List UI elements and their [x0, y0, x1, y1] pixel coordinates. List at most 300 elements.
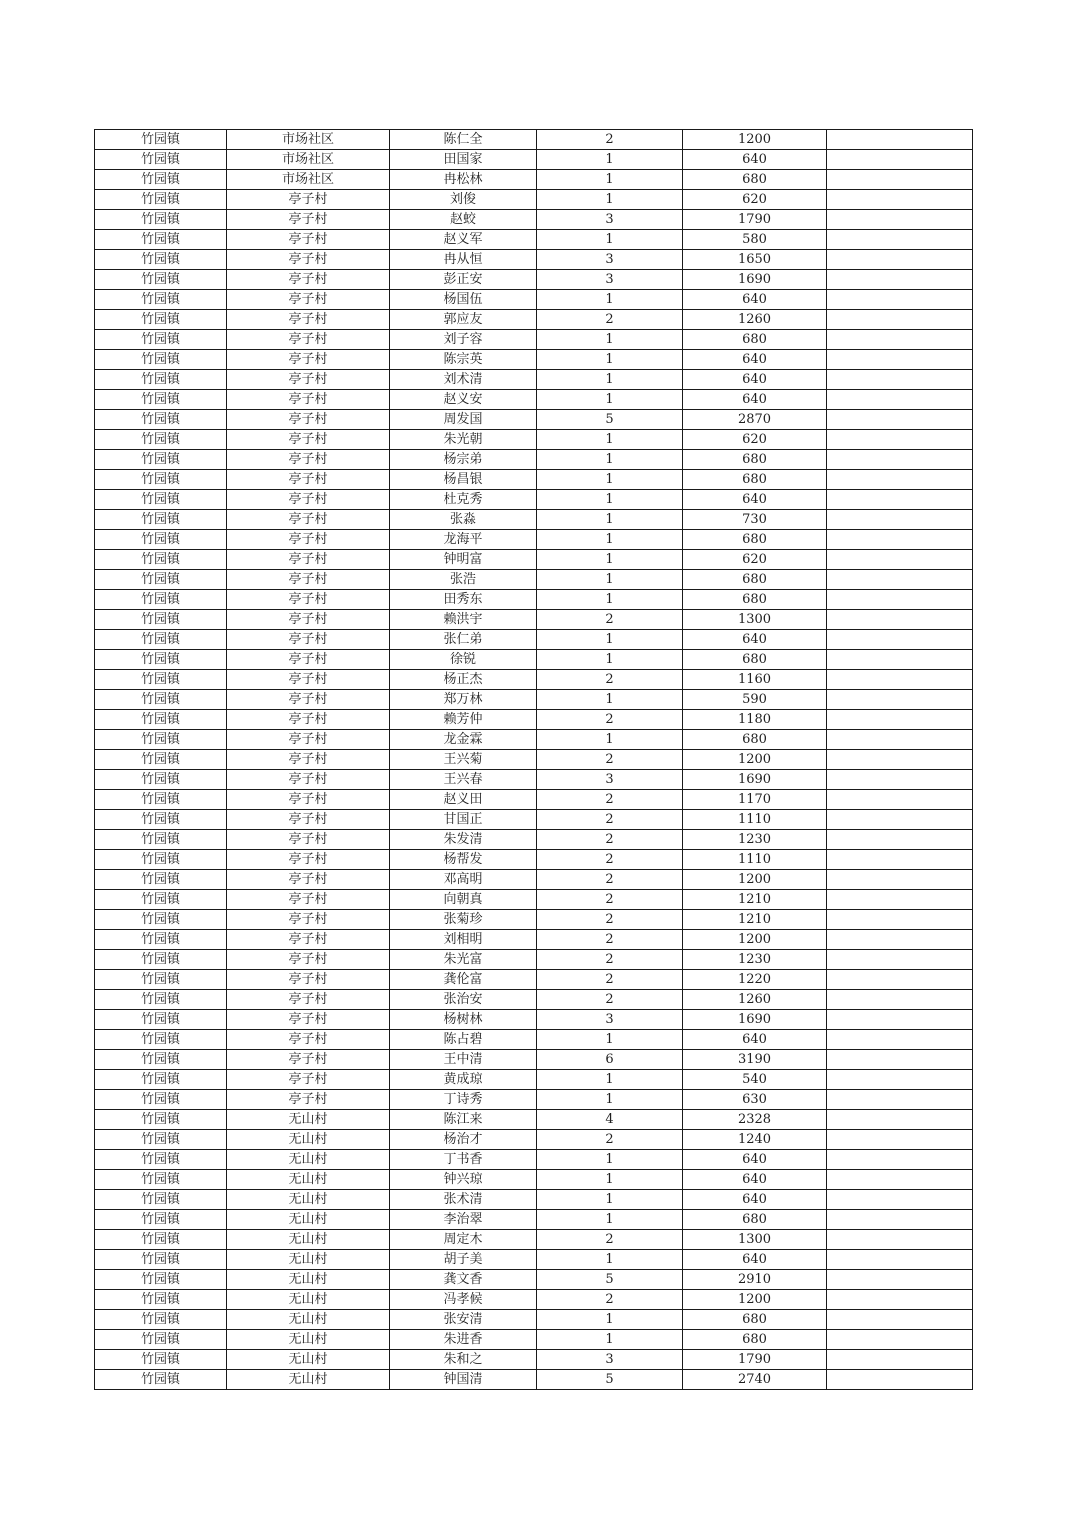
- cell-name: 李治翠: [390, 1210, 537, 1230]
- cell-note: [827, 290, 973, 310]
- table-row: [95, 310, 973, 330]
- cell-town: 竹园镇: [95, 890, 227, 910]
- table-row: [95, 930, 973, 950]
- table-row: [95, 1130, 973, 1150]
- cell-count: 6: [537, 1050, 683, 1070]
- cell-name: 丁诗秀: [390, 1090, 537, 1110]
- cell-note: [827, 170, 973, 190]
- cell-village: 亭子村: [227, 690, 390, 710]
- cell-town: 竹园镇: [95, 1170, 227, 1190]
- table-row: [95, 450, 973, 470]
- cell-note: [827, 1030, 973, 1050]
- table-row: [95, 530, 973, 550]
- cell-name: 向朝真: [390, 890, 537, 910]
- cell-village: 亭子村: [227, 650, 390, 670]
- cell-town: 竹园镇: [95, 150, 227, 170]
- cell-village: 亭子村: [227, 530, 390, 550]
- cell-note: [827, 590, 973, 610]
- cell-count: 2: [537, 130, 683, 150]
- cell-town: 竹园镇: [95, 730, 227, 750]
- table-row: [95, 790, 973, 810]
- cell-count: 3: [537, 1350, 683, 1370]
- cell-note: [827, 490, 973, 510]
- cell-name: 彭正安: [390, 270, 537, 290]
- cell-count: 2: [537, 710, 683, 730]
- cell-note: [827, 190, 973, 210]
- cell-name: 杨昌银: [390, 470, 537, 490]
- cell-name: 胡子美: [390, 1250, 537, 1270]
- cell-town: 竹园镇: [95, 1090, 227, 1110]
- table-row: [95, 710, 973, 730]
- cell-amount: 2740: [683, 1370, 827, 1390]
- cell-note: [827, 210, 973, 230]
- cell-name: 冉从恒: [390, 250, 537, 270]
- cell-note: [827, 1090, 973, 1110]
- cell-town: 竹园镇: [95, 590, 227, 610]
- cell-town: 竹园镇: [95, 670, 227, 690]
- table-row: [95, 970, 973, 990]
- cell-count: 2: [537, 790, 683, 810]
- cell-village: 无山村: [227, 1350, 390, 1370]
- cell-note: [827, 1330, 973, 1350]
- table-row: [95, 270, 973, 290]
- cell-note: [827, 690, 973, 710]
- cell-note: [827, 1270, 973, 1290]
- cell-name: 杨国伍: [390, 290, 537, 310]
- cell-note: [827, 510, 973, 530]
- cell-amount: 1260: [683, 990, 827, 1010]
- cell-name: 张淼: [390, 510, 537, 530]
- cell-village: 亭子村: [227, 850, 390, 870]
- cell-amount: 640: [683, 150, 827, 170]
- cell-amount: 1110: [683, 810, 827, 830]
- cell-count: 1: [537, 1330, 683, 1350]
- cell-village: 亭子村: [227, 630, 390, 650]
- cell-village: 市场社区: [227, 150, 390, 170]
- cell-town: 竹园镇: [95, 490, 227, 510]
- cell-name: 钟国清: [390, 1370, 537, 1390]
- cell-village: 亭子村: [227, 330, 390, 350]
- cell-amount: 1110: [683, 850, 827, 870]
- cell-amount: 640: [683, 390, 827, 410]
- cell-note: [827, 730, 973, 750]
- cell-town: 竹园镇: [95, 790, 227, 810]
- cell-name: 龙金霖: [390, 730, 537, 750]
- cell-amount: 640: [683, 1190, 827, 1210]
- cell-village: 无山村: [227, 1330, 390, 1350]
- cell-village: 无山村: [227, 1190, 390, 1210]
- cell-town: 竹园镇: [95, 250, 227, 270]
- cell-count: 1: [537, 1170, 683, 1190]
- cell-name: 冯孝候: [390, 1290, 537, 1310]
- table-row: [95, 290, 973, 310]
- cell-note: [827, 430, 973, 450]
- cell-amount: 680: [683, 330, 827, 350]
- cell-count: 2: [537, 870, 683, 890]
- cell-amount: 580: [683, 230, 827, 250]
- cell-amount: 1210: [683, 910, 827, 930]
- table-row: [95, 190, 973, 210]
- cell-note: [827, 330, 973, 350]
- cell-town: 竹园镇: [95, 1190, 227, 1210]
- table-row: [95, 1070, 973, 1090]
- cell-name: 朱和之: [390, 1350, 537, 1370]
- table-row: [95, 1250, 973, 1270]
- cell-name: 朱光富: [390, 950, 537, 970]
- cell-village: 亭子村: [227, 390, 390, 410]
- cell-count: 1: [537, 470, 683, 490]
- cell-amount: 620: [683, 430, 827, 450]
- cell-town: 竹园镇: [95, 450, 227, 470]
- cell-amount: 1180: [683, 710, 827, 730]
- cell-count: 1: [537, 570, 683, 590]
- cell-name: 赵蛟: [390, 210, 537, 230]
- cell-note: [827, 1010, 973, 1030]
- cell-village: 亭子村: [227, 990, 390, 1010]
- cell-note: [827, 150, 973, 170]
- cell-name: 田秀东: [390, 590, 537, 610]
- cell-note: [827, 1230, 973, 1250]
- cell-town: 竹园镇: [95, 1010, 227, 1030]
- cell-town: 竹园镇: [95, 650, 227, 670]
- cell-amount: 640: [683, 290, 827, 310]
- cell-amount: 680: [683, 1330, 827, 1350]
- cell-town: 竹园镇: [95, 1290, 227, 1310]
- cell-village: 亭子村: [227, 270, 390, 290]
- cell-name: 龚伦富: [390, 970, 537, 990]
- cell-village: 亭子村: [227, 490, 390, 510]
- table-row: [95, 170, 973, 190]
- cell-village: 无山村: [227, 1110, 390, 1130]
- cell-name: 邓高明: [390, 870, 537, 890]
- cell-count: 2: [537, 750, 683, 770]
- cell-amount: 590: [683, 690, 827, 710]
- cell-count: 1: [537, 650, 683, 670]
- cell-town: 竹园镇: [95, 190, 227, 210]
- cell-amount: 1690: [683, 270, 827, 290]
- cell-amount: 1790: [683, 1350, 827, 1370]
- cell-village: 亭子村: [227, 450, 390, 470]
- table-row: [95, 830, 973, 850]
- table-row: [95, 1210, 973, 1230]
- cell-note: [827, 850, 973, 870]
- cell-note: [827, 570, 973, 590]
- table-row: [95, 850, 973, 870]
- cell-name: 徐锐: [390, 650, 537, 670]
- cell-village: 亭子村: [227, 550, 390, 570]
- table-row: [95, 150, 973, 170]
- cell-amount: 680: [683, 650, 827, 670]
- cell-amount: 2910: [683, 1270, 827, 1290]
- cell-village: 亭子村: [227, 350, 390, 370]
- cell-note: [827, 710, 973, 730]
- table-row: [95, 750, 973, 770]
- cell-village: 亭子村: [227, 1010, 390, 1030]
- cell-name: 丁书香: [390, 1150, 537, 1170]
- table-row: [95, 770, 973, 790]
- cell-name: 陈占碧: [390, 1030, 537, 1050]
- cell-village: 亭子村: [227, 670, 390, 690]
- cell-town: 竹园镇: [95, 1310, 227, 1330]
- cell-town: 竹园镇: [95, 750, 227, 770]
- cell-town: 竹园镇: [95, 1350, 227, 1370]
- cell-name: 张菊珍: [390, 910, 537, 930]
- cell-village: 亭子村: [227, 790, 390, 810]
- cell-count: 3: [537, 250, 683, 270]
- table-row: [95, 610, 973, 630]
- cell-town: 竹园镇: [95, 1050, 227, 1070]
- cell-count: 1: [537, 1070, 683, 1090]
- cell-amount: 640: [683, 1170, 827, 1190]
- cell-count: 3: [537, 1010, 683, 1030]
- cell-town: 竹园镇: [95, 710, 227, 730]
- cell-count: 1: [537, 430, 683, 450]
- cell-village: 亭子村: [227, 310, 390, 330]
- cell-note: [827, 770, 973, 790]
- cell-name: 杨树林: [390, 1010, 537, 1030]
- cell-note: [827, 370, 973, 390]
- cell-town: 竹园镇: [95, 690, 227, 710]
- cell-name: 陈江来: [390, 1110, 537, 1130]
- table-row: [95, 510, 973, 530]
- cell-note: [827, 930, 973, 950]
- cell-amount: 640: [683, 350, 827, 370]
- cell-town: 竹园镇: [95, 230, 227, 250]
- cell-note: [827, 830, 973, 850]
- cell-count: 2: [537, 890, 683, 910]
- table-row: [95, 250, 973, 270]
- cell-town: 竹园镇: [95, 390, 227, 410]
- cell-amount: 680: [683, 1210, 827, 1230]
- cell-note: [827, 1210, 973, 1230]
- cell-town: 竹园镇: [95, 310, 227, 330]
- cell-name: 张安清: [390, 1310, 537, 1330]
- table-row: [95, 470, 973, 490]
- cell-amount: 640: [683, 490, 827, 510]
- cell-name: 龙海平: [390, 530, 537, 550]
- cell-amount: 3190: [683, 1050, 827, 1070]
- cell-name: 杨治才: [390, 1130, 537, 1150]
- cell-village: 亭子村: [227, 190, 390, 210]
- cell-amount: 630: [683, 1090, 827, 1110]
- cell-count: 5: [537, 410, 683, 430]
- cell-town: 竹园镇: [95, 770, 227, 790]
- cell-amount: 620: [683, 190, 827, 210]
- cell-name: 赖洪宇: [390, 610, 537, 630]
- cell-name: 周定木: [390, 1230, 537, 1250]
- cell-name: 刘相明: [390, 930, 537, 950]
- cell-town: 竹园镇: [95, 570, 227, 590]
- cell-count: 1: [537, 550, 683, 570]
- cell-note: [827, 230, 973, 250]
- cell-count: 1: [537, 170, 683, 190]
- cell-note: [827, 950, 973, 970]
- cell-count: 2: [537, 1130, 683, 1150]
- table-row: [95, 550, 973, 570]
- cell-name: 赵义军: [390, 230, 537, 250]
- cell-note: [827, 790, 973, 810]
- cell-note: [827, 270, 973, 290]
- cell-name: 杨正杰: [390, 670, 537, 690]
- table-row: [95, 570, 973, 590]
- table-row: [95, 210, 973, 230]
- cell-town: 竹园镇: [95, 1070, 227, 1090]
- subsidy-table: [94, 129, 973, 1390]
- cell-amount: 640: [683, 1030, 827, 1050]
- cell-count: 1: [537, 450, 683, 470]
- cell-village: 亭子村: [227, 730, 390, 750]
- cell-amount: 1230: [683, 950, 827, 970]
- table-row: [95, 1030, 973, 1050]
- cell-count: 1: [537, 370, 683, 390]
- cell-name: 赵义安: [390, 390, 537, 410]
- cell-amount: 1220: [683, 970, 827, 990]
- table-row: [95, 1190, 973, 1210]
- cell-note: [827, 530, 973, 550]
- cell-note: [827, 410, 973, 430]
- cell-note: [827, 1170, 973, 1190]
- cell-town: 竹园镇: [95, 910, 227, 930]
- cell-note: [827, 810, 973, 830]
- cell-village: 无山村: [227, 1150, 390, 1170]
- cell-count: 1: [537, 330, 683, 350]
- cell-town: 竹园镇: [95, 1130, 227, 1150]
- cell-town: 竹园镇: [95, 270, 227, 290]
- cell-note: [827, 990, 973, 1010]
- table-row: [95, 690, 973, 710]
- table-row: [95, 870, 973, 890]
- cell-note: [827, 310, 973, 330]
- cell-amount: 680: [683, 730, 827, 750]
- cell-amount: 680: [683, 450, 827, 470]
- table-row: [95, 1150, 973, 1170]
- cell-village: 亭子村: [227, 610, 390, 630]
- cell-count: 2: [537, 670, 683, 690]
- cell-town: 竹园镇: [95, 850, 227, 870]
- cell-amount: 1200: [683, 130, 827, 150]
- cell-village: 亭子村: [227, 970, 390, 990]
- cell-count: 1: [537, 230, 683, 250]
- cell-town: 竹园镇: [95, 410, 227, 430]
- cell-count: 1: [537, 1030, 683, 1050]
- cell-town: 竹园镇: [95, 990, 227, 1010]
- cell-amount: 680: [683, 530, 827, 550]
- cell-village: 市场社区: [227, 170, 390, 190]
- cell-count: 1: [537, 150, 683, 170]
- cell-amount: 2328: [683, 1110, 827, 1130]
- table-row: [95, 1010, 973, 1030]
- cell-village: 亭子村: [227, 870, 390, 890]
- cell-town: 竹园镇: [95, 610, 227, 630]
- cell-note: [827, 450, 973, 470]
- cell-amount: 1790: [683, 210, 827, 230]
- cell-amount: 1240: [683, 1130, 827, 1150]
- cell-amount: 1690: [683, 1010, 827, 1030]
- cell-count: 2: [537, 990, 683, 1010]
- cell-town: 竹园镇: [95, 290, 227, 310]
- cell-note: [827, 1310, 973, 1330]
- cell-name: 陈仁全: [390, 130, 537, 150]
- cell-village: 亭子村: [227, 570, 390, 590]
- cell-town: 竹园镇: [95, 1270, 227, 1290]
- cell-amount: 680: [683, 570, 827, 590]
- cell-count: 2: [537, 910, 683, 930]
- cell-note: [827, 1050, 973, 1070]
- cell-village: 无山村: [227, 1310, 390, 1330]
- cell-town: 竹园镇: [95, 1230, 227, 1250]
- table-row: [95, 350, 973, 370]
- table-row: [95, 430, 973, 450]
- cell-note: [827, 1150, 973, 1170]
- cell-amount: 1690: [683, 770, 827, 790]
- cell-town: 竹园镇: [95, 1210, 227, 1230]
- cell-name: 龚文香: [390, 1270, 537, 1290]
- cell-name: 陈宗英: [390, 350, 537, 370]
- cell-village: 亭子村: [227, 370, 390, 390]
- cell-town: 竹园镇: [95, 1110, 227, 1130]
- table-row: [95, 950, 973, 970]
- cell-amount: 1300: [683, 1230, 827, 1250]
- cell-town: 竹园镇: [95, 330, 227, 350]
- cell-town: 竹园镇: [95, 470, 227, 490]
- cell-name: 朱发清: [390, 830, 537, 850]
- cell-note: [827, 470, 973, 490]
- cell-count: 1: [537, 530, 683, 550]
- table-row: [95, 1310, 973, 1330]
- cell-count: 5: [537, 1370, 683, 1390]
- cell-count: 2: [537, 850, 683, 870]
- cell-count: 1: [537, 510, 683, 530]
- cell-village: 无山村: [227, 1170, 390, 1190]
- cell-amount: 680: [683, 470, 827, 490]
- table-row: [95, 1290, 973, 1310]
- cell-count: 2: [537, 830, 683, 850]
- cell-note: [827, 1350, 973, 1370]
- cell-note: [827, 970, 973, 990]
- cell-name: 赖芳仲: [390, 710, 537, 730]
- cell-amount: 1300: [683, 610, 827, 630]
- cell-count: 1: [537, 630, 683, 650]
- cell-count: 3: [537, 210, 683, 230]
- table-row: [95, 1350, 973, 1370]
- cell-town: 竹园镇: [95, 830, 227, 850]
- cell-amount: 640: [683, 1150, 827, 1170]
- cell-count: 2: [537, 950, 683, 970]
- cell-village: 无山村: [227, 1250, 390, 1270]
- cell-village: 无山村: [227, 1230, 390, 1250]
- cell-village: 亭子村: [227, 230, 390, 250]
- cell-note: [827, 910, 973, 930]
- cell-village: 亭子村: [227, 430, 390, 450]
- cell-amount: 1200: [683, 750, 827, 770]
- cell-note: [827, 1250, 973, 1270]
- cell-amount: 1200: [683, 930, 827, 950]
- cell-name: 田国家: [390, 150, 537, 170]
- cell-village: 亭子村: [227, 930, 390, 950]
- cell-village: 亭子村: [227, 890, 390, 910]
- table-row: [95, 490, 973, 510]
- cell-name: 黄成琼: [390, 1070, 537, 1090]
- cell-village: 亭子村: [227, 1050, 390, 1070]
- cell-name: 张术清: [390, 1190, 537, 1210]
- cell-village: 无山村: [227, 1290, 390, 1310]
- cell-name: 杨帮发: [390, 850, 537, 870]
- cell-amount: 730: [683, 510, 827, 530]
- cell-town: 竹园镇: [95, 550, 227, 570]
- cell-note: [827, 250, 973, 270]
- cell-name: 甘国正: [390, 810, 537, 830]
- cell-amount: 1170: [683, 790, 827, 810]
